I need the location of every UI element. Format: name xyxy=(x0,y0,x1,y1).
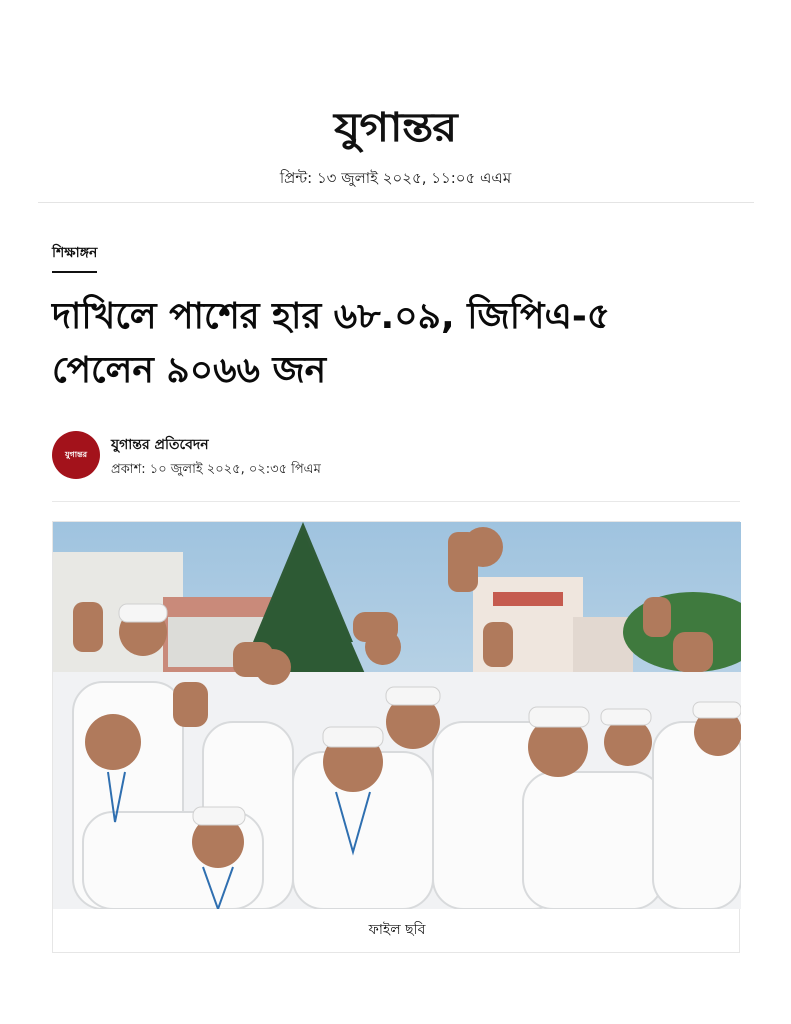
article-figure xyxy=(52,521,740,953)
article-headline xyxy=(52,290,742,398)
headline-line-2: পেলেন ৯০৬৬ জন xyxy=(52,350,327,391)
avatar-logo-text: যুগান্তর xyxy=(64,449,88,459)
category-link[interactable]: শিক্ষাঙ্গন xyxy=(52,241,97,273)
headline-line-1: দাখিলে পাশের হার ৬৮.০৯, জিপিএ-৫ xyxy=(52,296,611,337)
author-name[interactable]: যুগান্তর প্রতিবেদন xyxy=(111,437,209,453)
article-photo[interactable] xyxy=(53,522,741,909)
author-avatar xyxy=(52,431,100,479)
newspaper-logo[interactable]: যুগান্তর xyxy=(334,104,457,151)
byline-divider xyxy=(52,501,740,502)
print-date: প্রিন্ট: ১৩ জুলাই ২০২৫, ১১:০৫ এএম xyxy=(279,169,512,187)
masthead xyxy=(0,104,791,152)
header-divider xyxy=(38,202,754,203)
photo-caption: ফাইল ছবি xyxy=(368,922,426,938)
published-date: প্রকাশ: ১০ জুলাই ২০২৫, ০২:৩৫ পিএম xyxy=(111,462,321,477)
